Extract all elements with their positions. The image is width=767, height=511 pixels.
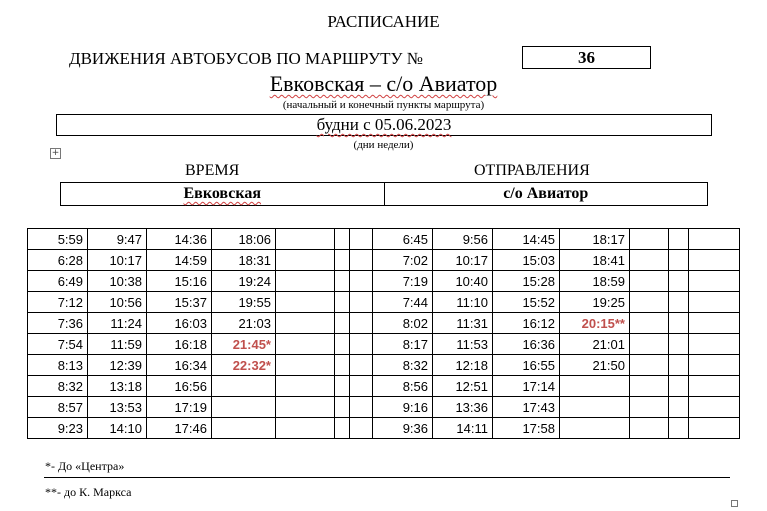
time-cell: 17:19 — [147, 397, 212, 418]
time-cell — [689, 271, 740, 292]
time-cell — [560, 418, 630, 439]
header-time-word: ВРЕМЯ — [185, 162, 240, 179]
time-cell — [350, 313, 373, 334]
time-cell: 19:24 — [212, 271, 276, 292]
time-cell — [669, 292, 689, 313]
time-cell — [630, 271, 669, 292]
table-row — [28, 418, 740, 439]
time-cell — [689, 334, 740, 355]
time-cell — [350, 271, 373, 292]
time-cell: 16:03 — [147, 313, 212, 334]
time-cell: 8:32 — [28, 376, 88, 397]
time-cell: 18:31 — [212, 250, 276, 271]
time-cell — [630, 355, 669, 376]
time-cell: 14:59 — [147, 250, 212, 271]
time-cell: 15:28 — [493, 271, 560, 292]
time-cell — [669, 418, 689, 439]
time-cell — [669, 250, 689, 271]
stop-right: с/о Авиатор — [384, 183, 708, 205]
time-cell: 7:54 — [28, 334, 88, 355]
time-cell — [276, 397, 335, 418]
time-cell: 18:41 — [560, 250, 630, 271]
time-cell: 13:18 — [88, 376, 147, 397]
time-cell — [335, 250, 350, 271]
time-cell: 8:02 — [373, 313, 433, 334]
time-cell — [669, 271, 689, 292]
time-cell — [669, 376, 689, 397]
time-cell — [335, 334, 350, 355]
time-cell: 15:52 — [493, 292, 560, 313]
time-cell — [630, 250, 669, 271]
days-text: будни с 05.06.2023 — [316, 115, 452, 134]
schedule-title: РАСПИСАНИЕ — [327, 12, 440, 31]
time-cell — [669, 355, 689, 376]
time-cell: 15:03 — [493, 250, 560, 271]
route-name — [0, 71, 767, 97]
time-cell — [630, 376, 669, 397]
time-cell: 6:49 — [28, 271, 88, 292]
table-resize-handle-icon[interactable] — [731, 500, 738, 507]
time-cell: 16:12 — [493, 313, 560, 334]
time-cell: 14:45 — [493, 229, 560, 250]
time-cell — [350, 397, 373, 418]
time-cell: 10:17 — [433, 250, 493, 271]
time-cell: 14:36 — [147, 229, 212, 250]
time-cell: 11:24 — [88, 313, 147, 334]
time-cell — [350, 376, 373, 397]
time-cell: 18:17 — [560, 229, 630, 250]
time-cell — [335, 355, 350, 376]
time-cell: 8:56 — [373, 376, 433, 397]
time-cell — [669, 313, 689, 334]
time-cell — [276, 313, 335, 334]
time-cell: 7:12 — [28, 292, 88, 313]
time-cell: 7:36 — [28, 313, 88, 334]
time-cell — [560, 397, 630, 418]
time-cell: 5:59 — [28, 229, 88, 250]
time-cell: 18:59 — [560, 271, 630, 292]
time-cell: 9:47 — [88, 229, 147, 250]
time-cell — [335, 397, 350, 418]
time-cell: 11:53 — [433, 334, 493, 355]
table-row — [28, 271, 740, 292]
header-departure-word: ОТПРАВЛЕНИЯ — [474, 162, 590, 179]
footnote-marx: **- до К. Маркса — [45, 485, 132, 499]
time-cell: 16:18 — [147, 334, 212, 355]
time-cell: 21:03 — [212, 313, 276, 334]
time-cell: 8:17 — [373, 334, 433, 355]
table-row — [28, 229, 740, 250]
time-cell — [276, 250, 335, 271]
time-cell: 11:10 — [433, 292, 493, 313]
time-cell: 15:16 — [147, 271, 212, 292]
time-cell: 7:19 — [373, 271, 433, 292]
table-row — [28, 334, 740, 355]
time-cell: 9:23 — [28, 418, 88, 439]
time-cell: 10:38 — [88, 271, 147, 292]
time-cell — [212, 418, 276, 439]
time-cell: 9:56 — [433, 229, 493, 250]
time-cell: 13:36 — [433, 397, 493, 418]
footnote-separator — [44, 477, 730, 478]
time-cell — [276, 229, 335, 250]
time-cell: 16:56 — [147, 376, 212, 397]
time-cell: 13:53 — [88, 397, 147, 418]
time-cell — [350, 250, 373, 271]
time-cell: 16:36 — [493, 334, 560, 355]
time-cell — [630, 313, 669, 334]
time-cell — [630, 397, 669, 418]
stops-header — [60, 182, 708, 206]
time-cell: 20:15** — [560, 313, 630, 334]
time-cell: 11:59 — [88, 334, 147, 355]
table-row — [28, 355, 740, 376]
time-cell — [350, 292, 373, 313]
table-row — [28, 313, 740, 334]
time-cell — [335, 229, 350, 250]
time-cell: 7:44 — [373, 292, 433, 313]
time-cell: 16:34 — [147, 355, 212, 376]
time-cell: 12:51 — [433, 376, 493, 397]
time-cell: 10:56 — [88, 292, 147, 313]
time-cell — [689, 292, 740, 313]
time-cell — [276, 355, 335, 376]
route-name-text: Евковская – с/о Авиатор — [269, 71, 498, 96]
footnote-center: *- До «Центра» — [45, 459, 125, 473]
days-box — [56, 114, 712, 136]
time-cell: 10:17 — [88, 250, 147, 271]
time-cell: 10:40 — [433, 271, 493, 292]
time-cell — [689, 418, 740, 439]
stop-left-text: Евковская — [183, 185, 261, 202]
time-cell — [276, 376, 335, 397]
time-cell: 17:14 — [493, 376, 560, 397]
time-cell — [335, 271, 350, 292]
time-cell — [689, 355, 740, 376]
table-row — [28, 397, 740, 418]
time-cell: 19:25 — [560, 292, 630, 313]
time-cell — [630, 292, 669, 313]
table-row — [28, 250, 740, 271]
time-cell — [276, 334, 335, 355]
time-cell — [212, 397, 276, 418]
time-cell: 19:55 — [212, 292, 276, 313]
time-cell — [630, 334, 669, 355]
schedule-table — [27, 228, 740, 439]
time-cell — [689, 397, 740, 418]
time-cell: 8:13 — [28, 355, 88, 376]
time-cell — [335, 376, 350, 397]
time-cell — [350, 229, 373, 250]
schedule-body — [28, 229, 740, 439]
time-cell: 17:46 — [147, 418, 212, 439]
time-cell: 7:02 — [373, 250, 433, 271]
time-cell — [669, 229, 689, 250]
time-cell: 16:55 — [493, 355, 560, 376]
time-cell: 17:43 — [493, 397, 560, 418]
time-cell — [212, 376, 276, 397]
time-cell — [335, 292, 350, 313]
table-move-handle-icon[interactable]: + — [51, 148, 60, 158]
time-cell — [689, 250, 740, 271]
time-cell — [669, 334, 689, 355]
time-cell — [689, 376, 740, 397]
time-cell — [350, 334, 373, 355]
route-label: ДВИЖЕНИЯ АВТОБУСОВ ПО МАРШРУТУ № — [69, 49, 423, 68]
time-cell: 11:31 — [433, 313, 493, 334]
stop-left — [61, 183, 384, 205]
table-row — [28, 376, 740, 397]
time-cell: 9:16 — [373, 397, 433, 418]
time-cell: 6:45 — [373, 229, 433, 250]
time-cell — [335, 313, 350, 334]
days-caption: (дни недели) — [353, 139, 414, 151]
time-cell: 22:32* — [212, 355, 276, 376]
time-cell: 21:01 — [560, 334, 630, 355]
route-number-box: 36 — [522, 46, 651, 69]
time-cell — [276, 418, 335, 439]
time-cell: 17:58 — [493, 418, 560, 439]
time-cell: 12:39 — [88, 355, 147, 376]
time-cell — [689, 229, 740, 250]
time-cell — [350, 355, 373, 376]
time-cell: 9:36 — [373, 418, 433, 439]
time-cell: 8:57 — [28, 397, 88, 418]
time-cell: 8:32 — [373, 355, 433, 376]
time-cell — [335, 418, 350, 439]
time-cell — [560, 376, 630, 397]
time-cell — [630, 229, 669, 250]
table-row — [28, 292, 740, 313]
time-cell — [276, 271, 335, 292]
time-cell: 18:06 — [212, 229, 276, 250]
time-cell — [276, 292, 335, 313]
time-cell: 14:11 — [433, 418, 493, 439]
time-cell: 21:50 — [560, 355, 630, 376]
route-caption: (начальный и конечный пункты маршрута) — [282, 99, 485, 111]
time-cell — [669, 397, 689, 418]
time-cell: 15:37 — [147, 292, 212, 313]
time-cell — [630, 418, 669, 439]
time-cell — [689, 313, 740, 334]
time-cell: 21:45* — [212, 334, 276, 355]
time-cell: 14:10 — [88, 418, 147, 439]
time-cell: 6:28 — [28, 250, 88, 271]
time-cell — [350, 418, 373, 439]
time-cell: 12:18 — [433, 355, 493, 376]
